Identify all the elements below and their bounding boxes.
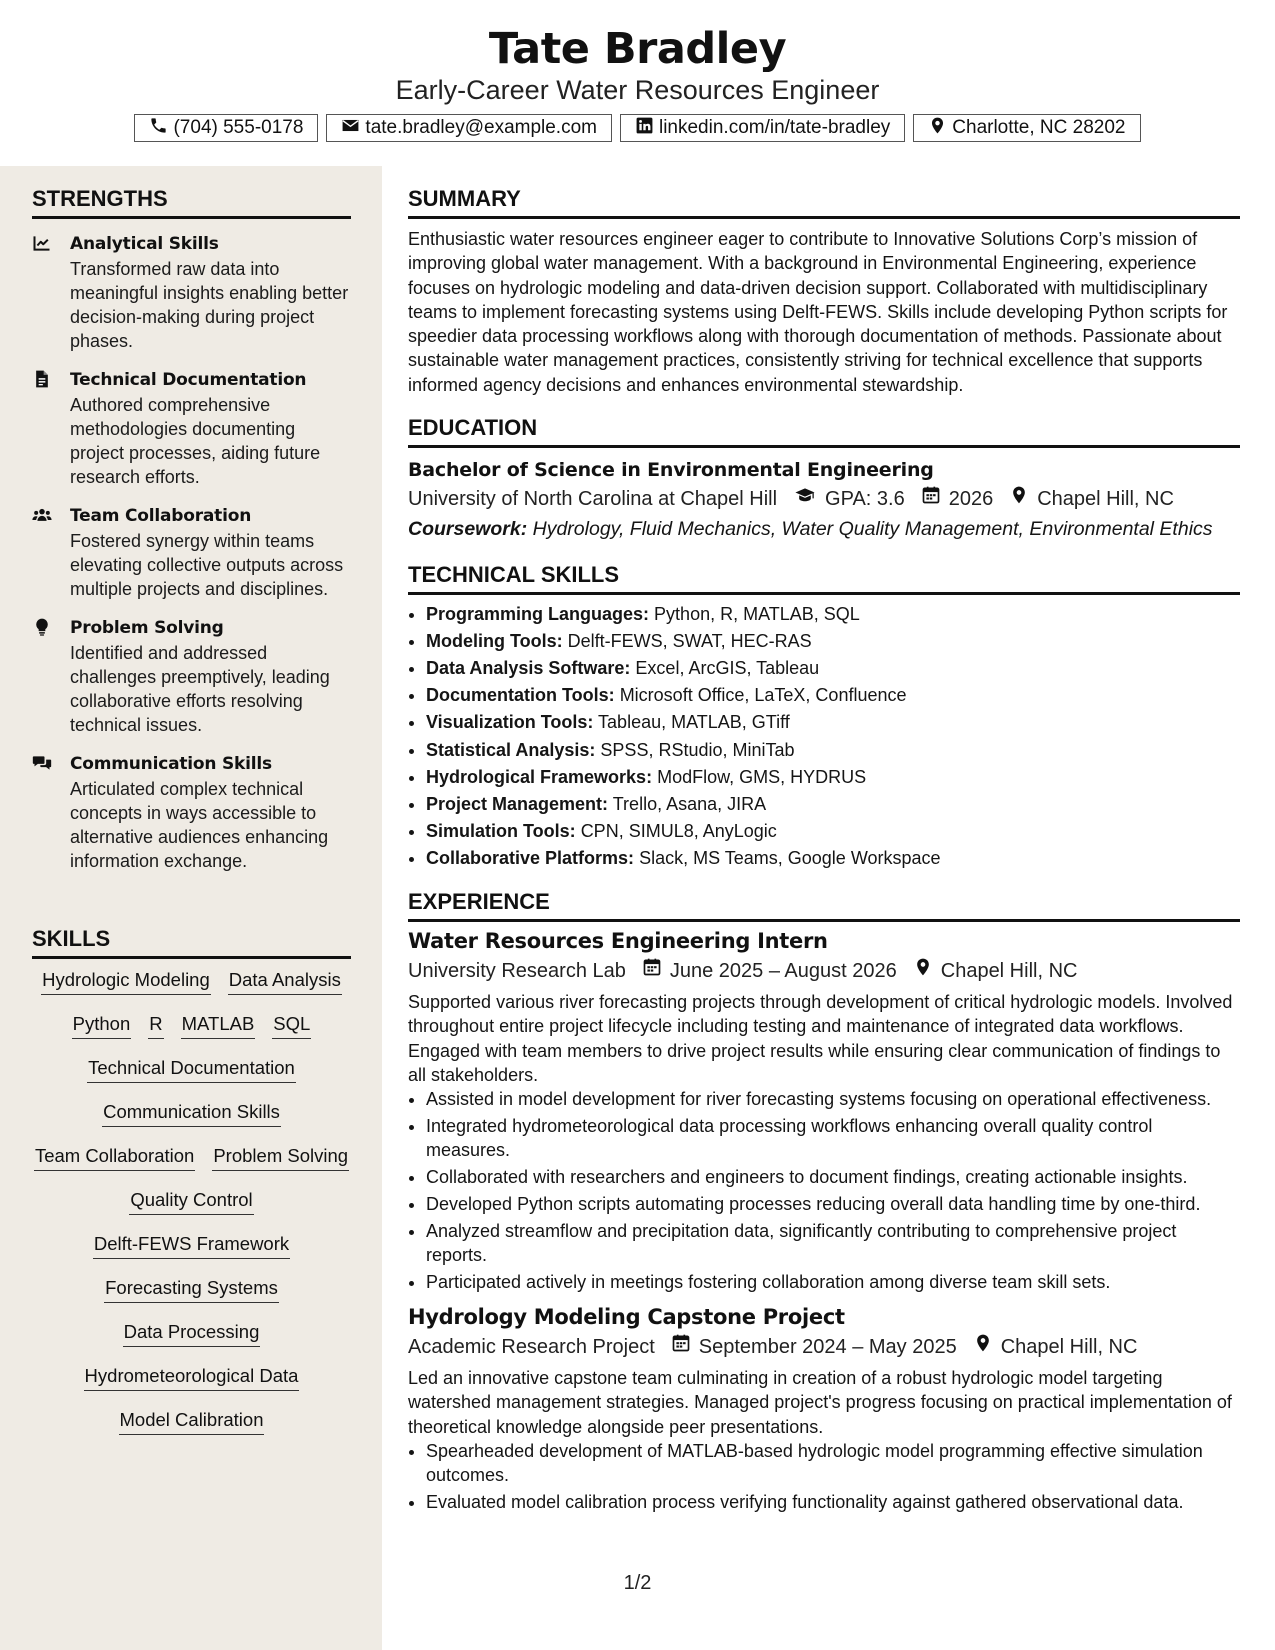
skill-tag: Hydrometeorological Data [84, 1363, 300, 1391]
section-heading: EDUCATION [408, 413, 1240, 448]
school-name: University of North Carolina at Chapel Hill [408, 488, 778, 511]
chat-bubbles-icon [32, 751, 56, 873]
section-heading: EXPERIENCE [408, 887, 1240, 922]
candidate-title: Early-Career Water Resources Engineer [395, 75, 880, 105]
calendar-icon [642, 956, 662, 986]
section-heading: SKILLS [32, 924, 351, 959]
contact-email[interactable] [326, 114, 612, 142]
calendar-icon [671, 1332, 691, 1362]
school-location: Chapel Hill, NC [1037, 488, 1174, 511]
skill-value: Tableau, MATLAB, GTiff [598, 712, 790, 733]
strength-title: Problem Solving [70, 618, 224, 638]
strength-item [32, 751, 351, 873]
phone-icon [149, 116, 168, 141]
skill-value: ModFlow, GMS, HYDRUS [657, 766, 867, 787]
list-item: • Developed Python scripts automating processes reducing overall data handling time by one-third. [426, 1192, 1240, 1216]
job-description: Supported various river forecasting projects through development of critical hydrologic models. Involved throughout entire project lifecycle including testing and maintenance of integrated data workflows. Engaged with team members to drive project results while ensuring clear communication of findings to all stakeholders. [408, 992, 1233, 1085]
job-title: Water Resources Engineering Intern [408, 929, 828, 954]
strength-desc: Articulated complex technical concepts in ways accessible to alternative audiences enhancing information exchange. [70, 779, 329, 871]
skill-tag: Team Collaboration [34, 1143, 195, 1171]
linkedin-icon [635, 116, 654, 141]
main-column [408, 166, 1240, 1517]
map-pin-icon [973, 1332, 993, 1362]
strength-title: Technical Documentation [70, 370, 307, 390]
coursework-label: Coursework: [408, 518, 528, 541]
contact-text: tate.bradley@example.com [365, 117, 597, 138]
page-number: 1/2 [623, 1572, 652, 1594]
technical-skills-section [408, 560, 1240, 870]
experience-section [408, 887, 1240, 1514]
skill-value: Python, R, MATLAB, SQL [654, 604, 860, 625]
skill-label: Hydrological Frameworks: [426, 766, 653, 787]
contact-linkedin[interactable] [620, 114, 905, 142]
skill-tag: Communication Skills [102, 1099, 281, 1127]
job-bullets [408, 1439, 1240, 1514]
job-dates: June 2025 – August 2026 [669, 960, 897, 983]
coursework-list: Hydrology, Fluid Mechanics, Water Quality Management, Environmental Ethics [532, 518, 1213, 541]
envelope-icon [341, 116, 360, 141]
map-pin-icon [928, 116, 947, 141]
strength-desc: Identified and addressed challenges preemptively, leading collaborative efforts resolving technical issues. [70, 643, 330, 735]
summary-section [408, 184, 1240, 397]
list-item [426, 710, 1240, 734]
section-heading: SUMMARY [408, 184, 1240, 219]
section-heading: STRENGTHS [32, 184, 351, 219]
skill-value: Microsoft Office, LaTeX, Confluence [619, 685, 907, 706]
skill-value: Slack, MS Teams, Google Workspace [639, 847, 941, 868]
strength-title: Communication Skills [70, 754, 272, 774]
list-item [426, 819, 1240, 843]
graduation-cap-icon [793, 484, 817, 514]
education-section [408, 413, 1240, 544]
candidate-name: Tate Bradley [488, 24, 787, 74]
job-location: Chapel Hill, NC [940, 960, 1078, 983]
strength-desc: Transformed raw data into meaningful insights enabling better decision-making during project phases. [70, 259, 349, 351]
skill-label: Collaborative Platforms: [426, 847, 635, 868]
list-item: • Spearheaded development of MATLAB-based hydrologic model programming effective simulation outcomes. [426, 1439, 1240, 1488]
skill-value: Trello, Asana, JIRA [612, 793, 767, 814]
list-item: • Evaluated model calibration process verifying functionality against gathered observational data. [426, 1490, 1240, 1514]
list-item [426, 683, 1240, 707]
strength-title: Analytical Skills [70, 234, 219, 254]
strength-item [32, 367, 351, 489]
section-heading: TECHNICAL SKILLS [408, 560, 1240, 595]
list-item: • Participated actively in meetings fostering collaboration among diverse team skill sets. [426, 1270, 1240, 1294]
skill-tag: Data Analysis [228, 967, 342, 995]
job-meta [408, 956, 1240, 986]
skill-tag: Python [72, 1011, 132, 1039]
job-org: Academic Research Project [408, 1336, 655, 1359]
lightbulb-icon [32, 615, 56, 737]
sidebar [0, 166, 382, 1650]
list-item: • Analyzed streamflow and precipitation data, significantly contributing to comprehensive project reports. [426, 1219, 1240, 1268]
education-meta [408, 484, 1240, 514]
skill-value: SPSS, RStudio, MiniTab [600, 739, 795, 760]
list-item [426, 846, 1240, 870]
calendar-icon [921, 484, 941, 514]
strengths-section [32, 184, 351, 887]
strength-item [32, 231, 351, 353]
skill-tag: SQL [272, 1011, 311, 1039]
chart-line-icon [32, 231, 56, 353]
map-pin-icon [913, 956, 933, 986]
skill-tag: Technical Documentation [87, 1055, 296, 1083]
technical-skills-list [408, 602, 1240, 870]
skill-tag: Forecasting Systems [104, 1275, 279, 1303]
strength-title: Team Collaboration [70, 506, 252, 526]
summary-text: Enthusiastic water resources engineer eager to contribute to Innovative Solutions Corp’s mission of improving global water management. With a background in Environmental Engineering, experience focuses on hydrologic modeling and data-driven decision support. Collaborated with multidisciplinary teams to implement forecasting systems using Delft-FEWS. Skills include developing Python scripts for speedier data processing workflows along with thorough documentation of methods. Passionate about sustainable water management practices, consistently striving for technical excellence that supports informed agency decisions and enhances environmental stewardship. [408, 229, 1228, 395]
job-title: Hydrology Modeling Capstone Project [408, 1305, 845, 1330]
skill-tag: R [148, 1011, 163, 1039]
contact-location[interactable] [913, 114, 1140, 142]
experience-item [408, 1302, 1240, 1514]
skill-tag: Data Processing [123, 1319, 261, 1347]
list-item [426, 602, 1240, 626]
skill-label: Documentation Tools: [426, 685, 615, 706]
contact-bar [0, 114, 1275, 142]
job-bullets [408, 1087, 1240, 1294]
list-item [426, 656, 1240, 680]
resume-header [0, 0, 1275, 166]
list-item [426, 629, 1240, 653]
skill-tag: MATLAB [181, 1011, 256, 1039]
skills-list [32, 959, 351, 1451]
list-item: • Integrated hydrometeorological data processing workflows enhancing overall quality control measures. [426, 1114, 1240, 1163]
contact-phone[interactable] [134, 114, 318, 142]
skill-label: Statistical Analysis: [426, 739, 596, 760]
job-description: Led an innovative capstone team culminating in creation of a robust hydrologic model targeting watershed management strategies. Managed project's progress focusing on practical implementation of theoretical knowledge alongside peer presentations. [408, 1368, 1232, 1437]
list-item: • Assisted in model development for river forecasting systems focusing on operational effectiveness. [426, 1087, 1240, 1111]
skill-tag: Hydrologic Modeling [41, 967, 211, 995]
skill-tag: Model Calibration [119, 1407, 265, 1435]
list-item: • Collaborated with researchers and engineers to document findings, creating actionable insights. [426, 1165, 1240, 1189]
skill-label: Project Management: [426, 793, 609, 814]
users-icon [32, 503, 56, 601]
job-dates: September 2024 – May 2025 [698, 1336, 957, 1359]
job-meta [408, 1332, 1240, 1362]
skill-label: Simulation Tools: [426, 820, 576, 841]
contact-text: (704) 555-0178 [173, 117, 304, 138]
degree-title: Bachelor of Science in Environmental Engineering [408, 459, 934, 482]
map-pin-icon [1009, 484, 1029, 514]
list-item [426, 765, 1240, 789]
skill-value: Delft-FEWS, SWAT, HEC-RAS [567, 631, 812, 652]
coursework [408, 514, 1240, 544]
skills-section [32, 924, 351, 1451]
document-icon [32, 367, 56, 489]
skill-tag: Quality Control [129, 1187, 253, 1215]
skill-tag: Delft-FEWS Framework [93, 1231, 290, 1259]
skill-value: Excel, ArcGIS, Tableau [635, 658, 820, 679]
skill-value: CPN, SIMUL8, AnyLogic [580, 820, 777, 841]
experience-item [408, 926, 1240, 1294]
gpa-value: GPA: 3.6 [825, 488, 905, 511]
skill-label: Data Analysis Software: [426, 658, 631, 679]
strength-item [32, 615, 351, 737]
list-item [426, 738, 1240, 762]
strength-item [32, 503, 351, 601]
list-item [426, 792, 1240, 816]
skill-label: Visualization Tools: [426, 712, 594, 733]
skill-tag: Problem Solving [212, 1143, 349, 1171]
contact-text: linkedin.com/in/tate-bradley [658, 117, 891, 138]
job-org: University Research Lab [408, 960, 626, 983]
job-location: Chapel Hill, NC [1000, 1336, 1138, 1359]
strength-desc: Authored comprehensive methodologies documenting project processes, aiding future research efforts. [70, 395, 321, 487]
strength-desc: Fostered synergy within teams elevating collective outputs across multiple projects and disciplines. [70, 531, 344, 599]
skill-label: Modeling Tools: [426, 631, 563, 652]
contact-text: Charlotte, NC 28202 [952, 117, 1126, 138]
skill-label: Programming Languages: [426, 604, 650, 625]
graduation-year: 2026 [948, 488, 994, 511]
